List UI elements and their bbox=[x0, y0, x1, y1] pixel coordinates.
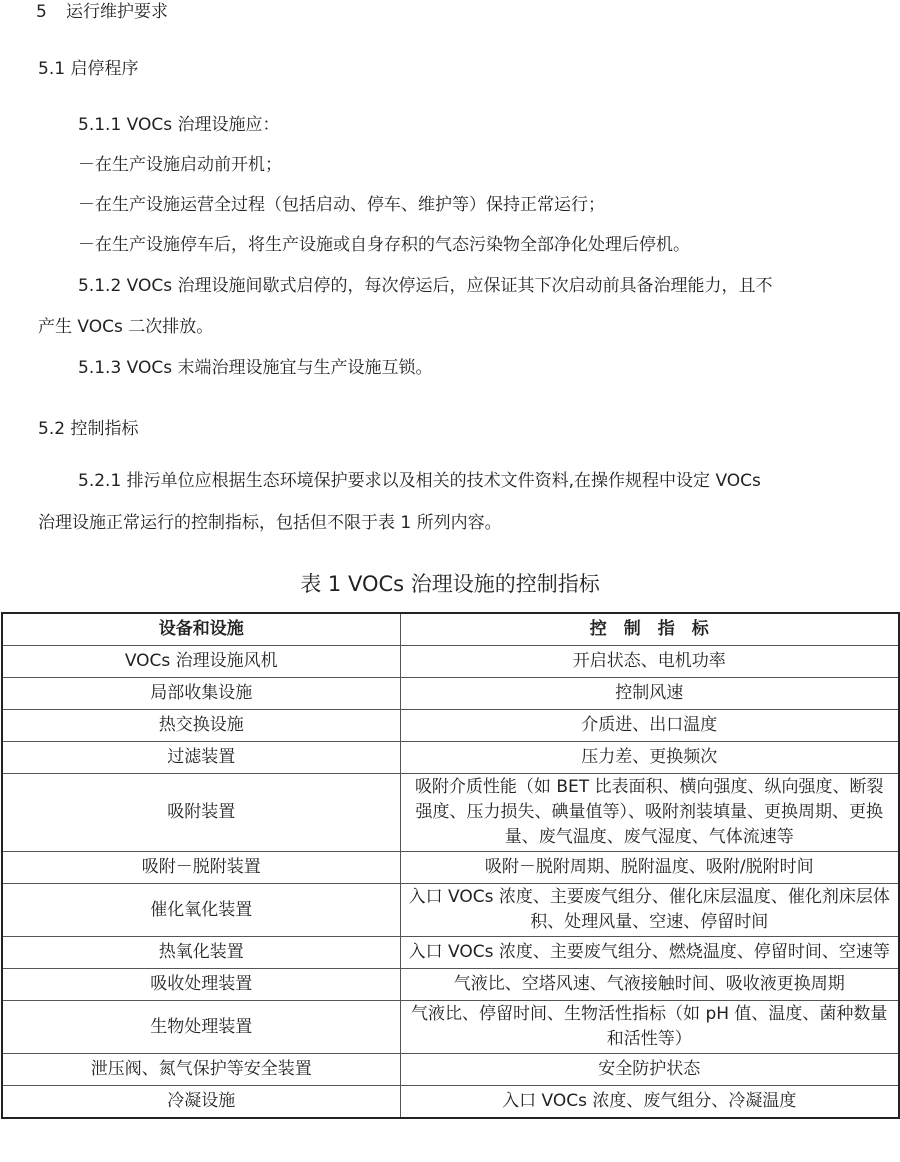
equipment-cell: 吸收处理装置 bbox=[2, 969, 400, 1001]
table-row bbox=[2, 742, 899, 774]
indicator-cell: 控制风速 bbox=[400, 678, 899, 710]
section-title: 运行维护要求 bbox=[66, 2, 168, 22]
indicator-cell: 气液比、停留时间、生物活性指标（如 pH 值、温度、菌种数量和活性等） bbox=[400, 1001, 899, 1054]
table-header-row bbox=[2, 613, 899, 646]
table-row bbox=[2, 678, 899, 710]
table-row bbox=[2, 1086, 899, 1119]
table-row bbox=[2, 852, 899, 884]
clause-5-2-1-line1: 5.2.1 排污单位应根据生态环境保护要求以及相关的技术文件资料,在操作规程中设定 VOCs bbox=[78, 471, 761, 491]
equipment-cell: 催化氧化装置 bbox=[2, 884, 400, 937]
section-number: 5 bbox=[36, 2, 47, 22]
table-row bbox=[2, 1001, 899, 1054]
section-heading bbox=[36, 1, 168, 23]
header-equipment: 设备和设施 bbox=[2, 613, 400, 646]
indicator-cell: 吸附介质性能（如 BET 比表面积、横向强度、纵向强度、断裂强度、压力损失、碘量值等）、吸附剂装填量、更换周期、更换量、废气温度、废气湿度、气体流速等 bbox=[400, 774, 899, 852]
clause-5-1-2-line2: 产生 VOCs 二次排放。 bbox=[38, 317, 214, 337]
table-row bbox=[2, 884, 899, 937]
indicator-cell: 介质进、出口温度 bbox=[400, 710, 899, 742]
clause-5-1-1-item: －在生产设施停车后，将生产设施或自身存积的气态污染物全部净化处理后停机。 bbox=[78, 235, 690, 255]
indicator-cell: 气液比、空塔风速、气液接触时间、吸收液更换周期 bbox=[400, 969, 899, 1001]
clause-5-1-1: 5.1.1 VOCs 治理设施应： bbox=[78, 115, 280, 135]
clause-5-1-1-item: －在生产设施运营全过程（包括启动、停车、维护等）保持正常运行； bbox=[78, 195, 605, 215]
equipment-cell: 吸附装置 bbox=[2, 774, 400, 852]
clause-5-1-2-line1: 5.1.2 VOCs 治理设施间歇式启停的，每次停运后，应保证其下次启动前具备治理能力，且不 bbox=[78, 276, 773, 296]
table-row bbox=[2, 774, 899, 852]
subsection-heading-5-2: 5.2 控制指标 bbox=[38, 419, 139, 439]
table-row bbox=[2, 646, 899, 678]
indicator-cell: 安全防护状态 bbox=[400, 1054, 899, 1086]
equipment-cell: 局部收集设施 bbox=[2, 678, 400, 710]
table-row bbox=[2, 710, 899, 742]
equipment-cell: 热氧化装置 bbox=[2, 937, 400, 969]
equipment-cell: 过滤装置 bbox=[2, 742, 400, 774]
equipment-cell: 生物处理装置 bbox=[2, 1001, 400, 1054]
table-caption: 表 1 VOCs 治理设施的控制指标 bbox=[300, 572, 600, 596]
indicator-cell: 开启状态、电机功率 bbox=[400, 646, 899, 678]
indicator-cell: 吸附－脱附周期、脱附温度、吸附/脱附时间 bbox=[400, 852, 899, 884]
equipment-cell: 热交换设施 bbox=[2, 710, 400, 742]
indicator-cell: 压力差、更换频次 bbox=[400, 742, 899, 774]
control-indicators-table bbox=[1, 612, 900, 1119]
table-row bbox=[2, 937, 899, 969]
equipment-cell: VOCs 治理设施风机 bbox=[2, 646, 400, 678]
clause-5-1-3: 5.1.3 VOCs 末端治理设施宜与生产设施互锁。 bbox=[78, 358, 433, 378]
table-row bbox=[2, 1054, 899, 1086]
indicator-cell: 入口 VOCs 浓度、主要废气组分、催化床层温度、催化剂床层体积、处理风量、空速、停留时间 bbox=[400, 884, 899, 937]
indicator-cell: 入口 VOCs 浓度、主要废气组分、燃烧温度、停留时间、空速等 bbox=[400, 937, 899, 969]
table-row bbox=[2, 969, 899, 1001]
equipment-cell: 冷凝设施 bbox=[2, 1086, 400, 1119]
equipment-cell: 泄压阀、氮气保护等安全装置 bbox=[2, 1054, 400, 1086]
subsection-heading-5-1: 5.1 启停程序 bbox=[38, 59, 139, 79]
indicator-cell: 入口 VOCs 浓度、废气组分、冷凝温度 bbox=[400, 1086, 899, 1119]
equipment-cell: 吸附－脱附装置 bbox=[2, 852, 400, 884]
clause-5-1-1-item: －在生产设施启动前开机； bbox=[78, 155, 282, 175]
header-indicators: 控 制 指 标 bbox=[400, 613, 899, 646]
clause-5-2-1-line2: 治理设施正常运行的控制指标，包括但不限于表 1 所列内容。 bbox=[38, 513, 502, 533]
